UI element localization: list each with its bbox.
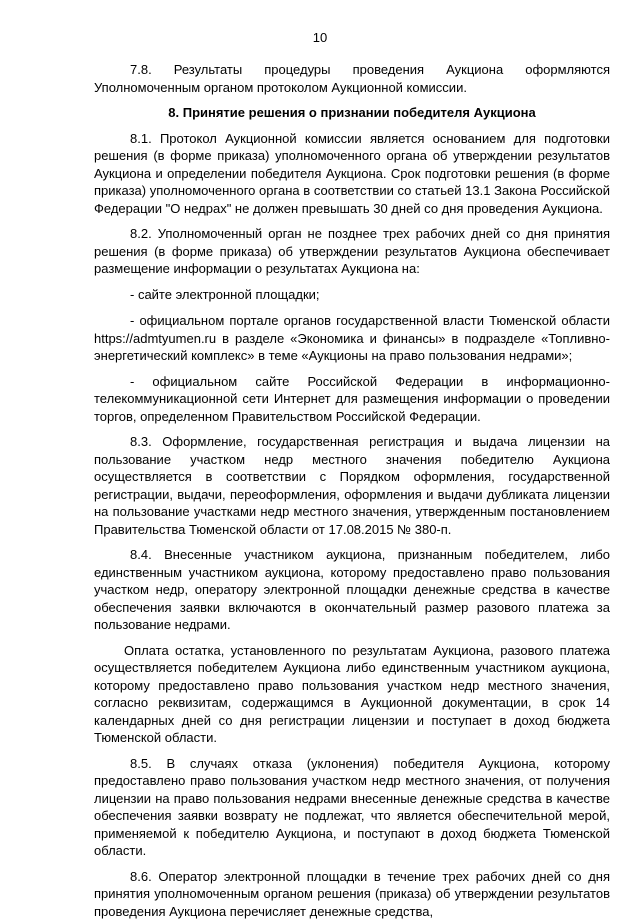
paragraph-8-5: 8.5. В случаях отказа (уклонения) победителя Аукциона, которому предоставлено право пользования участком недр местного значения, от получения лицензии на право пользования недрами внесенные денежные средства в качестве обеспечения заявки возврату не подлежат, что является обеспечительной мерой, применяемой к победителю Аукциона, и поступают в доход бюджета Тюменской области. (94, 755, 610, 860)
page-number: 10 (0, 30, 640, 45)
paragraph-payment: Оплата остатка, установленного по результатам Аукциона, разового платежа осуществляется победителем Аукциона либо единственным участником аукциона, которому предоставлено право пользования участком недр местного значения, согласно реквизитам, содержащимся в Аукционной документации, в срок 14 календарных дней со дня регистрации лицензии и поступает в доход бюджета Тюменской области. (94, 642, 610, 747)
paragraph-8-4: 8.4. Внесенные участником аукциона, признанным победителем, либо единственным участником аукциона, которому предоставлено право пользования участком недр, оператору электронной площадки денежные средства в качестве обеспечения заявки включаются в окончательный размер разового платежа за пользование недрами. (94, 546, 610, 634)
paragraph-7-8: 7.8. Результаты процедуры проведения Аукциона оформляются Уполномоченным органом протоколом Аукционной комиссии. (94, 61, 610, 96)
paragraph-8-6: 8.6. Оператор электронной площадки в течение трех рабочих дней со дня принятия уполномоченным органом решения (приказа) об утверждении результатов проведения Аукциона перечисляет денежные средства, (94, 868, 610, 920)
document-body (94, 61, 610, 920)
paragraph-8-1: 8.1. Протокол Аукционной комиссии является основанием для подготовки решения (в форме приказа) уполномоченного органа об утверждении результатов Аукциона и определении победителя Аукциона. Срок подготовки решения (в форме приказа) уполномоченного органа в соответствии со статьей 13.1 Закона Российской Федерации "О недрах" не должен превышать 30 дней со дня проведения Аукциона. (94, 130, 610, 218)
list-item-official-site: - официальном сайте Российской Федерации в информационно-телекоммуникационной сети Интернет для размещения информации о проведении торгов, определенном Правительством Российской Федерации. (94, 373, 610, 426)
section-heading: 8. Принятие решения о признании победителя Аукциона (94, 104, 610, 122)
paragraph-8-2: 8.2. Уполномоченный орган не позднее трех рабочих дней со дня принятия решения (в форме приказа) об утверждении результатов Аукциона обеспечивает размещение информации о результатах Аукциона на: (94, 225, 610, 278)
list-item-official-portal: - официальном портале органов государственной власти Тюменской области https://admtyumen.ru в разделе «Экономика и финансы» в подразделе «Топливно-энергетический комплекс» в теме «Аукционы на право пользования недрами»; (94, 312, 610, 365)
list-item-electronic-platform: - сайте электронной площадки; (94, 286, 610, 304)
paragraph-8-3: 8.3. Оформление, государственная регистрация и выдача лицензии на пользование участком недр местного значения победителю Аукциона осуществляется в соответствии с Порядком оформления, государственной регистрации, выдачи, переоформления, оформления и выдачи дубликата лицензии на пользование участками недр местного значения, утвержденным постановлением Правительства Тюменской области от 17.08.2015 № 380-п. (94, 433, 610, 538)
